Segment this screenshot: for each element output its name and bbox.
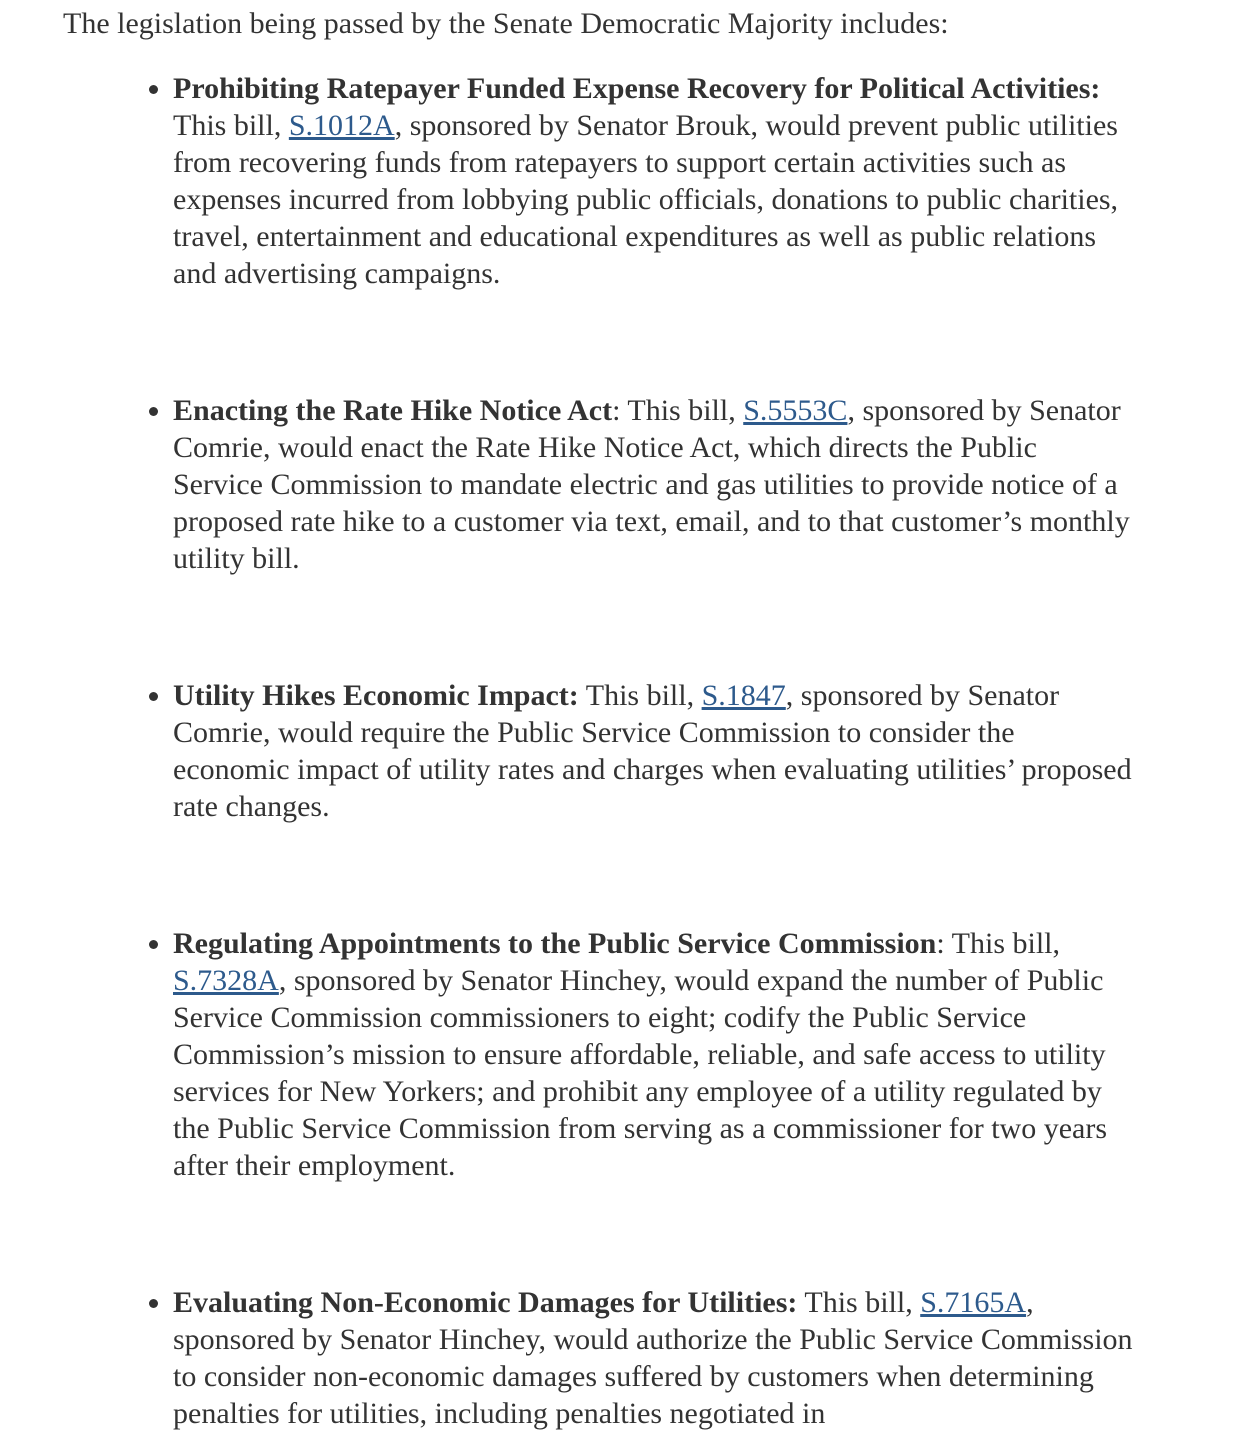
bill-item-1 xyxy=(173,70,1133,292)
bill-title: Evaluating Non-Economic Damages for Utilities: xyxy=(173,1286,798,1319)
bill-text-after-link: , sponsored by Senator Comrie, would enact the Rate Hike Notice Act, which directs the Public Service Commission to mandate electric and gas utilities to provide notice of a proposed rate hike to a customer via text, email, and to that customer’s monthly utility bill. xyxy=(173,394,1130,575)
bill-text-before-link: This bill, xyxy=(578,679,702,712)
bill-number-link[interactable]: S.7328A xyxy=(173,964,279,997)
bill-text-before-link: This bill, xyxy=(173,109,289,142)
bill-text-after-link: , sponsored by Senator Brouk, would prevent public utilities from recovering funds from ratepayers to support certain activities such as expenses incurred from lobbying public officials, donations to public charities, travel, entertainment and educational expenditures as well as public relations and advertising campaigns. xyxy=(173,109,1119,290)
bill-title: Utility Hikes Economic Impact: xyxy=(173,679,579,712)
bill-item-2 xyxy=(173,392,1133,577)
intro-paragraph: The legislation being passed by the Senate Democratic Majority includes: xyxy=(63,7,949,40)
bill-item-3 xyxy=(173,677,1133,825)
bill-number-link[interactable]: S.1847 xyxy=(701,679,786,712)
bill-text-before-link: : This bill, xyxy=(612,394,744,427)
bill-list xyxy=(63,70,1133,1432)
bill-title: Enacting the Rate Hike Notice Act xyxy=(173,394,613,427)
bill-title: Prohibiting Ratepayer Funded Expense Recovery for Political Activities: xyxy=(173,72,1101,105)
bill-text-after-link: , sponsored by Senator Hinchey, would authorize the Public Service Commission to consider non-economic damages suffered by customers when determining penalties for utilities, including penalties negotiated in xyxy=(173,1286,1133,1430)
bill-text-after-link: , sponsored by Senator Comrie, would require the Public Service Commission to consider the economic impact of utility rates and charges when evaluating utilities’ proposed rate changes. xyxy=(173,679,1132,823)
bill-text-after-link: , sponsored by Senator Hinchey, would expand the number of Public Service Commission commissioners to eight; codify the Public Service Commission’s mission to ensure affordable, reliable, and safe access to utility services for New Yorkers; and prohibit any employee of a utility regulated by the Public Service Commission from serving as a commissioner for two years after their employment. xyxy=(173,964,1107,1182)
bill-text-before-link: This bill, xyxy=(797,1286,921,1319)
bill-number-link[interactable]: S.7165A xyxy=(920,1286,1027,1319)
bill-item-5 xyxy=(173,1284,1133,1432)
bill-text-before-link: : This bill, xyxy=(936,927,1060,960)
bill-number-link[interactable]: S.5553C xyxy=(743,394,848,427)
bill-number-link[interactable]: S.1012A xyxy=(288,109,395,142)
bill-title: Regulating Appointments to the Public Service Commission xyxy=(173,927,937,960)
bill-item-4 xyxy=(173,925,1133,1184)
